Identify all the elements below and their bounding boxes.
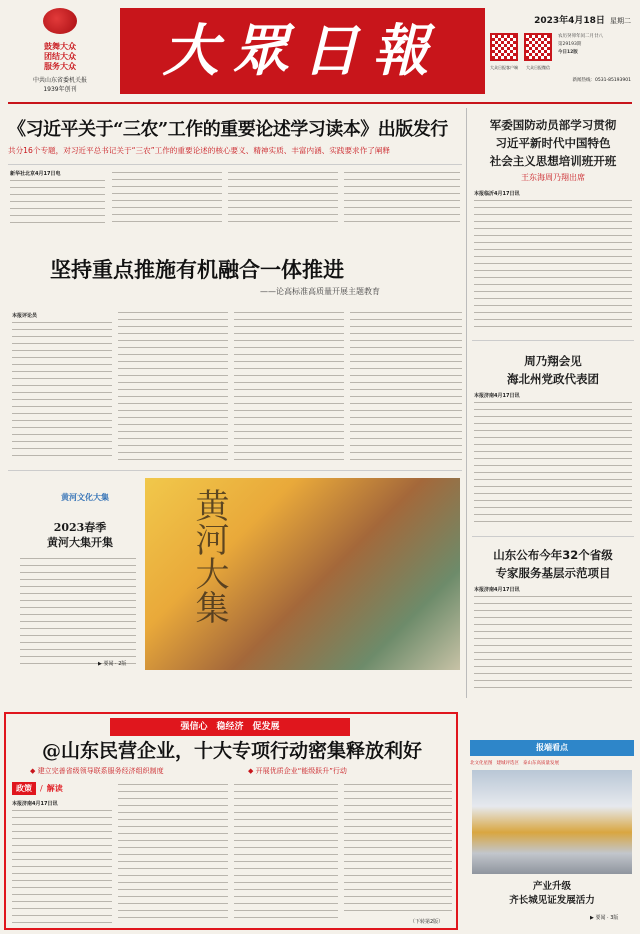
qr2-label: 大众日报微信: [526, 65, 550, 70]
right2-divider: [472, 340, 634, 341]
story2-col3: [234, 310, 344, 460]
lead-body-col2: [112, 170, 222, 228]
news-hotline: 新闻热线：0531-85193901: [572, 78, 631, 83]
right2-byline: 本报济南4月17日讯: [474, 393, 520, 399]
masthead-rule: [8, 102, 632, 104]
lead-body-col3: [228, 170, 338, 228]
feature-col2: [118, 782, 228, 924]
lead-body-col1: [10, 178, 105, 228]
fair-body: [20, 556, 136, 664]
right1-headline[interactable]: [472, 116, 634, 170]
story2-col2: [118, 310, 228, 460]
story2-col4: [350, 310, 462, 460]
publisher-org: 中共山东省委机关报: [32, 77, 87, 84]
fair-title-2: 黄河大集开集: [47, 536, 113, 549]
masthead-title: 大眾日報: [162, 18, 443, 84]
slogan-2: 团结大众: [44, 52, 76, 61]
fair-see-page-label: 要闻 · 2版: [103, 661, 127, 667]
client-qr-icon[interactable]: [490, 33, 518, 61]
preview-see-page[interactable]: ▶ 要闻 · 3版: [590, 915, 619, 921]
lead-divider: [8, 164, 462, 165]
right3-headline[interactable]: [472, 546, 634, 582]
lead-headline[interactable]: 《习近平关于“三农”工作的重要论述学习读本》出版发行: [8, 119, 448, 140]
right3-body: [474, 594, 632, 694]
feature-col4: [344, 782, 452, 916]
issue-date: 2023年4月18日: [534, 16, 605, 26]
feature-tag: 强信心 稳经济 促发展: [110, 718, 350, 736]
preview-headline[interactable]: [470, 880, 634, 908]
newspaper-logo-icon: [43, 8, 77, 34]
story2-headline[interactable]: 坚持重点推施有机融合一体推进: [50, 257, 344, 282]
feature-continued: （下转第2版）: [410, 919, 444, 925]
feature-sub-1-text: 建立完善省级领导联系服务经济组织制度: [37, 767, 164, 775]
story2-col1: [12, 320, 112, 460]
preview-header: 报端看点: [470, 740, 634, 756]
fair-headline[interactable]: [20, 520, 140, 550]
right1-byline: 本报临沂4月17日讯: [474, 191, 520, 197]
fair-divider: [8, 470, 462, 471]
fair-photo: [145, 478, 460, 670]
lunar-date: 农历癸卯年闰二月廿八: [558, 34, 603, 39]
preview-photo: [472, 770, 632, 874]
preview-tab-1[interactable]: 北文化星图: [470, 761, 493, 766]
feature-col1: [12, 808, 112, 924]
story2-subtitle: ——论高标准高质量开展主题教育: [260, 287, 380, 296]
founded-year: 1939年创刊: [43, 86, 77, 93]
lead-body-col4: [344, 170, 460, 228]
right1-title-3: 社会主义思想培训班开班: [489, 154, 617, 168]
policy-label: [12, 782, 63, 795]
page-count: 今日12版: [558, 50, 578, 55]
story2-byline: 本报评论员: [12, 313, 38, 319]
right3-divider: [472, 536, 634, 537]
right3-title-2: 专家服务基层示范项目: [495, 566, 611, 580]
preview-see-page-label: 要闻 · 3版: [595, 915, 619, 921]
fair-badge: 黄河文化大集: [61, 493, 109, 502]
column-divider: [466, 108, 467, 698]
right1-title-2: 习近平新时代中国特色: [495, 136, 611, 150]
right1-body: [474, 198, 632, 332]
right2-title-1: 周乃翔会见: [524, 354, 582, 368]
right2-title-2: 海北州党政代表团: [507, 372, 599, 386]
preview-tabs: [470, 760, 634, 766]
preview-tab-3[interactable]: 泰山东高质量发展: [523, 761, 559, 766]
issue-number: 第29193期: [558, 42, 582, 47]
masthead-left: [10, 8, 110, 98]
preview-title-1: 产业升级: [532, 881, 571, 892]
lead-byline: 新华社北京4月17日电: [10, 171, 61, 177]
right1-title-1: 军委国防动员部学习贯彻: [489, 118, 617, 132]
masthead-banner: [120, 8, 485, 94]
weekday: 星期二: [610, 17, 631, 25]
right1-subtitle: 王东海周乃翔出席: [521, 173, 585, 182]
fair-see-page[interactable]: ▶ 要闻 · 2版: [98, 661, 127, 667]
feature-sub-2-text: 开展优质企业“能级跃升”行动: [255, 767, 347, 775]
qr1-label: 大众日报客户端: [490, 65, 518, 70]
masthead-right: [490, 8, 635, 98]
policy-label-2: 解读: [46, 784, 63, 793]
right3-title-1: 山东公布今年32个省级: [493, 548, 613, 562]
feature-sub-1: ◆ 建立完善省级领导联系服务经济组织制度: [30, 767, 164, 775]
fair-badge-box: [30, 484, 140, 514]
right3-byline: 本报济南4月17日讯: [474, 587, 520, 593]
feature-sub-2: ◆ 开展优质企业“能级跃升”行动: [248, 767, 347, 775]
policy-label-slash: /: [40, 784, 43, 793]
right2-body: [474, 400, 632, 528]
fair-photo-sign: 黄河大集: [189, 488, 229, 624]
right2-headline[interactable]: [472, 352, 634, 388]
wechat-qr-icon[interactable]: [524, 33, 552, 61]
slogan-3: 服务大众: [44, 62, 76, 71]
preview-tab-2[interactable]: 建城评选区: [496, 761, 519, 766]
slogan-1: 鼓舞大众: [44, 42, 76, 51]
feature-col3: [234, 782, 338, 924]
fair-title-1: 2023春季: [53, 521, 107, 534]
policy-label-1: 政策: [12, 782, 36, 795]
preview-title-2: 齐长城见证发展活力: [509, 895, 595, 906]
lead-subtitle: 共分16个专题，对习近平总书记关于“三农”工作的重要论述的核心要义、精神实质、丰富内涵、实践要求作了阐释: [8, 146, 391, 155]
feature-byline: 本报济南4月17日讯: [12, 801, 58, 807]
feature-headline[interactable]: @山东民营企业，十大专项行动密集释放利好: [41, 740, 422, 762]
